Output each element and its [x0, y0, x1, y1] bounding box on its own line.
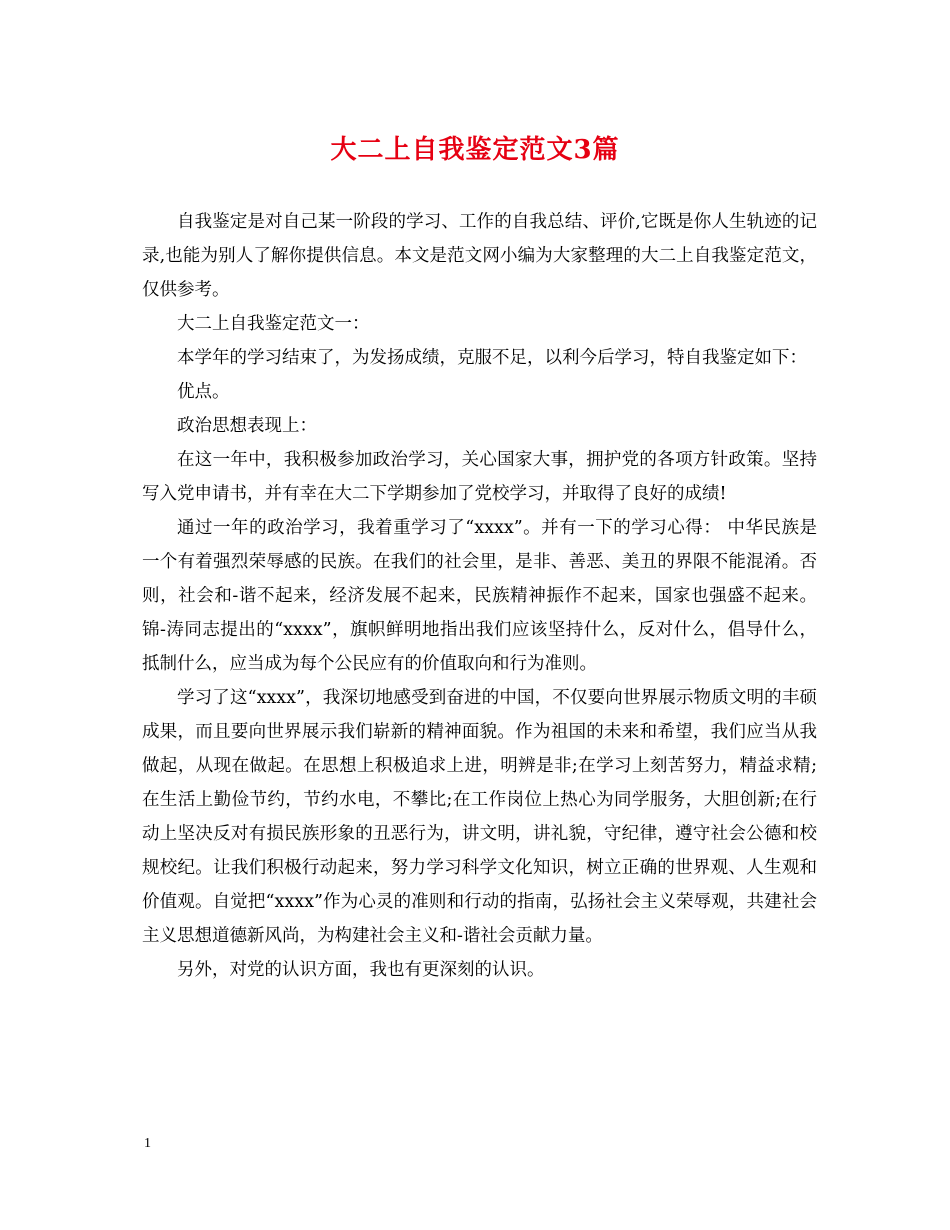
paragraph-section-heading: 大二上自我鉴定范文一：: [177, 314, 370, 334]
paragraph-intro: 自我鉴定是对自己某一阶段的学习、工作的自我总结、评价,它既是你人生轨迹的记录,也能为别人了解你提供信息。本文是范文网小编为大家整理的大二上自我鉴定范文，仅供参考。: [142, 212, 817, 300]
paragraph-strengths-heading: 优点。: [177, 382, 230, 402]
document-body: [142, 205, 817, 987]
page-number: 1: [144, 1136, 151, 1151]
document-title: 大二上自我鉴定范文3篇: [330, 135, 620, 165]
paragraph: 在这一年中，我积极参加政治学习，关心国家大事，拥护党的各项方针政策。坚持写入党申请书，并有幸在大二下学期参加了党校学习，并取得了良好的成绩!: [142, 450, 817, 504]
paragraph: 通过一年的政治学习，我着重学习了“xxxx”。并有一下的学习心得： 中华民族是一个有着强烈荣辱感的民族。在我们的社会里，是非、善恶、美丑的界限不能混淆。否则，社会和-谐不起来，经济发展不起来，民族精神振作不起来，国家也强盛不起来。锦-涛同志提出的“xxxx”，旗帜鲜明地指出我们应该坚持什么，反对什么，倡导什么，抵制什么，应当成为每个公民应有的价值取向和行为准则。: [142, 518, 817, 674]
paragraph: 本学年的学习结束了，为发扬成绩，克服不足，以利今后学习，特自我鉴定如下：: [177, 348, 807, 368]
paragraph: 另外，对党的认识方面，我也有更深刻的认识。: [177, 960, 545, 980]
paragraph: 学习了这“xxxx”，我深切地感受到奋进的中国，不仅要向世界展示物质文明的丰硕成果，而且要向世界展示我们崭新的精神面貌。作为祖国的未来和希望，我们应当从我做起，从现在做起。在思想上积极追求上进，明辨是非;在学习上刻苦努力，精益求精;在生活上勤俭节约，节约水电，不攀比;在工作岗位上热心为同学服务，大胆创新;在行动上坚决反对有损民族形象的丑恶行为，讲文明，讲礼貌，守纪律，遵守社会公德和校规校纪。让我们积极行动起来，努力学习科学文化知识，树立正确的世界观、人生观和价值观。自觉把“xxxx”作为心灵的准则和行动的指南，弘扬社会主义荣辱观，共建社会主义思想道德新风尚，为构建社会主义和-谐社会贡献力量。: [142, 688, 817, 946]
paragraph-political-heading: 政治思想表现上：: [177, 416, 317, 436]
